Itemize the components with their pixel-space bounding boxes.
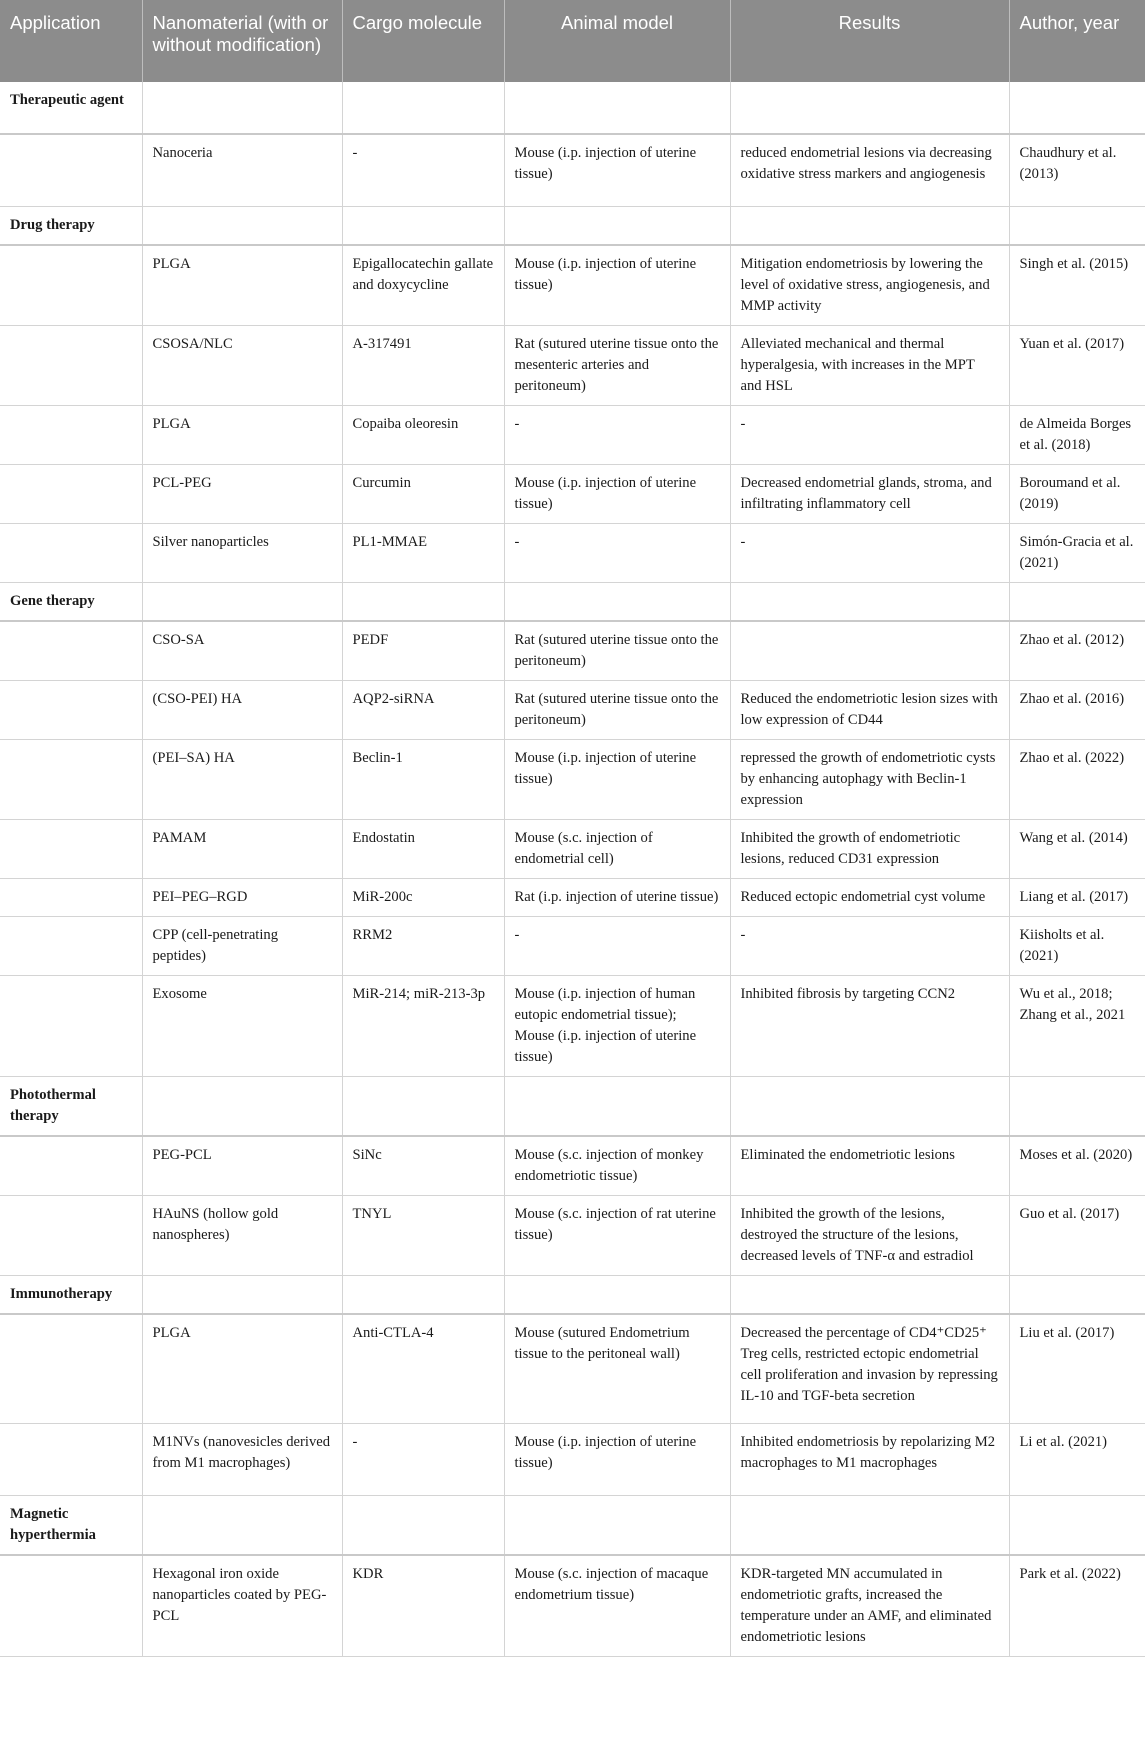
table-row [0, 680, 1145, 739]
section-label: Immunotherapy [0, 1275, 142, 1314]
table-row [0, 975, 1145, 1076]
empty-cell [504, 1496, 730, 1556]
header-results: Results [730, 0, 1009, 82]
header-row [0, 0, 1145, 82]
empty-cell [142, 1275, 342, 1314]
empty-cell [342, 1076, 504, 1136]
animal-model-cell: Mouse (s.c. injection of macaque endometrium tissue) [504, 1555, 730, 1657]
nanomaterial-cell: Exosome [142, 975, 342, 1076]
cargo-cell: Anti-CTLA-4 [342, 1314, 504, 1424]
results-cell: Decreased endometrial glands, stroma, and infiltrating inflammatory cell [730, 464, 1009, 523]
table-row [0, 245, 1145, 326]
application-cell [0, 680, 142, 739]
empty-cell [1009, 82, 1145, 134]
empty-cell [342, 206, 504, 245]
empty-cell [142, 82, 342, 134]
header-cargo-molecule: Cargo molecule [342, 0, 504, 82]
empty-cell [1009, 1275, 1145, 1314]
animal-model-cell: Mouse (i.p. injection of uterine tissue) [504, 739, 730, 819]
nanomaterial-cell: PLGA [142, 405, 342, 464]
cargo-cell: PEDF [342, 621, 504, 681]
animal-model-cell: - [504, 916, 730, 975]
nanomaterial-cell: M1NVs (nanovesicles derived from M1 macrophages) [142, 1424, 342, 1496]
section-label: Therapeutic agent [0, 82, 142, 134]
application-cell [0, 819, 142, 878]
table-row [0, 819, 1145, 878]
empty-cell [1009, 1496, 1145, 1556]
author-year-cell: Yuan et al. (2017) [1009, 325, 1145, 405]
section-row [0, 1496, 1145, 1556]
empty-cell [1009, 1076, 1145, 1136]
results-cell [730, 621, 1009, 681]
application-cell [0, 464, 142, 523]
section-label: Drug therapy [0, 206, 142, 245]
empty-cell [142, 1076, 342, 1136]
results-cell: Reduced the endometriotic lesion sizes with low expression of CD44 [730, 680, 1009, 739]
animal-model-cell: Mouse (s.c. injection of rat uterine tissue) [504, 1195, 730, 1275]
table-row [0, 134, 1145, 206]
empty-cell [504, 206, 730, 245]
author-year-cell: de Almeida Borges et al. (2018) [1009, 405, 1145, 464]
section-label: Photothermal therapy [0, 1076, 142, 1136]
nanomaterial-cell: Hexagonal iron oxide nanoparticles coated by PEG-PCL [142, 1555, 342, 1657]
nanomaterial-cell: PEG-PCL [142, 1136, 342, 1196]
nanomaterial-cell: (CSO-PEI) HA [142, 680, 342, 739]
cargo-cell: A-317491 [342, 325, 504, 405]
author-year-cell: Moses et al. (2020) [1009, 1136, 1145, 1196]
author-year-cell: Wang et al. (2014) [1009, 819, 1145, 878]
author-year-cell: Guo et al. (2017) [1009, 1195, 1145, 1275]
results-cell: Inhibited fibrosis by targeting CCN2 [730, 975, 1009, 1076]
animal-model-cell: Rat (sutured uterine tissue onto the mesenteric arteries and peritoneum) [504, 325, 730, 405]
results-cell: repressed the growth of endometriotic cysts by enhancing autophagy with Beclin-1 expression [730, 739, 1009, 819]
animal-model-cell: - [504, 405, 730, 464]
author-year-cell: Singh et al. (2015) [1009, 245, 1145, 326]
application-cell [0, 1314, 142, 1424]
empty-cell [730, 82, 1009, 134]
empty-cell [342, 1275, 504, 1314]
animal-model-cell: Mouse (i.p. injection of uterine tissue) [504, 464, 730, 523]
nanomaterial-cell: CSOSA/NLC [142, 325, 342, 405]
author-year-cell: Simón-Gracia et al. (2021) [1009, 523, 1145, 582]
results-cell: reduced endometrial lesions via decreasing oxidative stress markers and angiogenesis [730, 134, 1009, 206]
results-cell: - [730, 405, 1009, 464]
section-row [0, 1076, 1145, 1136]
cargo-cell: AQP2-siRNA [342, 680, 504, 739]
empty-cell [730, 1076, 1009, 1136]
application-cell [0, 523, 142, 582]
empty-cell [1009, 582, 1145, 621]
empty-cell [504, 582, 730, 621]
results-cell: KDR-targeted MN accumulated in endometriotic grafts, increased the temperature under an AMF, and eliminated endometriotic lesions [730, 1555, 1009, 1657]
nanomaterial-cell: CPP (cell-penetrating peptides) [142, 916, 342, 975]
author-year-cell: Zhao et al. (2016) [1009, 680, 1145, 739]
animal-model-cell: - [504, 523, 730, 582]
author-year-cell: Wu et al., 2018; Zhang et al., 2021 [1009, 975, 1145, 1076]
cargo-cell: Curcumin [342, 464, 504, 523]
header-animal-model: Animal model [504, 0, 730, 82]
application-cell [0, 405, 142, 464]
header-nanomaterial: Nanomaterial (with or without modification) [142, 0, 342, 82]
application-cell [0, 739, 142, 819]
section-row [0, 582, 1145, 621]
application-cell [0, 621, 142, 681]
nanomaterial-cell: PCL-PEG [142, 464, 342, 523]
empty-cell [504, 82, 730, 134]
animal-model-cell: Mouse (i.p. injection of uterine tissue) [504, 245, 730, 326]
empty-cell [730, 1496, 1009, 1556]
application-cell [0, 878, 142, 916]
application-cell [0, 916, 142, 975]
animal-model-cell: Rat (i.p. injection of uterine tissue) [504, 878, 730, 916]
cargo-cell: Endostatin [342, 819, 504, 878]
results-cell: Inhibited the growth of endometriotic lesions, reduced CD31 expression [730, 819, 1009, 878]
author-year-cell: Liang et al. (2017) [1009, 878, 1145, 916]
application-cell [0, 975, 142, 1076]
application-cell [0, 1424, 142, 1496]
nanomaterial-cell: Silver nanoparticles [142, 523, 342, 582]
nanomaterial-cell: HAuNS (hollow gold nanospheres) [142, 1195, 342, 1275]
cargo-cell: MiR-200c [342, 878, 504, 916]
section-label: Gene therapy [0, 582, 142, 621]
nanomaterial-cell: PLGA [142, 1314, 342, 1424]
author-year-cell: Park et al. (2022) [1009, 1555, 1145, 1657]
animal-model-cell: Mouse (i.p. injection of uterine tissue) [504, 1424, 730, 1496]
results-cell: - [730, 523, 1009, 582]
results-cell: - [730, 916, 1009, 975]
header-author-year: Author, year [1009, 0, 1145, 82]
table-row [0, 1314, 1145, 1424]
animal-model-cell: Rat (sutured uterine tissue onto the peritoneum) [504, 680, 730, 739]
animal-model-cell: Mouse (i.p. injection of human eutopic endometrial tissue); Mouse (i.p. injection of uterine tissue) [504, 975, 730, 1076]
cargo-cell: PL1-MMAE [342, 523, 504, 582]
animal-model-cell: Mouse (s.c. injection of monkey endometriotic tissue) [504, 1136, 730, 1196]
author-year-cell: Boroumand et al. (2019) [1009, 464, 1145, 523]
table-row [0, 878, 1145, 916]
cargo-cell: Beclin-1 [342, 739, 504, 819]
empty-cell [730, 582, 1009, 621]
application-cell [0, 1195, 142, 1275]
animal-model-cell: Mouse (i.p. injection of uterine tissue) [504, 134, 730, 206]
cargo-cell: Epigallocatechin gallate and doxycycline [342, 245, 504, 326]
application-cell [0, 1136, 142, 1196]
table-row [0, 739, 1145, 819]
empty-cell [730, 206, 1009, 245]
results-cell: Eliminated the endometriotic lesions [730, 1136, 1009, 1196]
results-cell: Reduced ectopic endometrial cyst volume [730, 878, 1009, 916]
cargo-cell: MiR-214; miR-213-3p [342, 975, 504, 1076]
results-cell: Inhibited endometriosis by repolarizing M2 macrophages to M1 macrophages [730, 1424, 1009, 1496]
author-year-cell: Zhao et al. (2022) [1009, 739, 1145, 819]
cargo-cell: KDR [342, 1555, 504, 1657]
results-cell: Mitigation endometriosis by lowering the level of oxidative stress, angiogenesis, and MMP activity [730, 245, 1009, 326]
section-row [0, 82, 1145, 134]
empty-cell [504, 1076, 730, 1136]
table-row [0, 1555, 1145, 1657]
table-row [0, 1424, 1145, 1496]
empty-cell [142, 582, 342, 621]
nanomaterial-cell: CSO-SA [142, 621, 342, 681]
nanomaterial-cell: Nanoceria [142, 134, 342, 206]
nanomaterial-cell: PAMAM [142, 819, 342, 878]
cargo-cell: Copaiba oleoresin [342, 405, 504, 464]
table-row [0, 1195, 1145, 1275]
application-cell [0, 134, 142, 206]
results-cell: Inhibited the growth of the lesions, destroyed the structure of the lesions, decreased levels of TNF-α and estradiol [730, 1195, 1009, 1275]
cargo-cell: RRM2 [342, 916, 504, 975]
results-cell: Decreased the percentage of CD4⁺CD25⁺ Treg cells, restricted ectopic endometrial cell proliferation and invasion by repressing IL-10 and TGF-beta secretion [730, 1314, 1009, 1424]
table-row [0, 464, 1145, 523]
cargo-cell: - [342, 1424, 504, 1496]
author-year-cell: Li et al. (2021) [1009, 1424, 1145, 1496]
table-row [0, 405, 1145, 464]
nanomaterial-cell: (PEI–SA) HA [142, 739, 342, 819]
empty-cell [504, 1275, 730, 1314]
author-year-cell: Zhao et al. (2012) [1009, 621, 1145, 681]
empty-cell [342, 82, 504, 134]
section-row [0, 206, 1145, 245]
table-row [0, 1136, 1145, 1196]
empty-cell [142, 206, 342, 245]
table-row [0, 621, 1145, 681]
application-cell [0, 325, 142, 405]
nanomaterial-cell: PEI–PEG–RGD [142, 878, 342, 916]
table-row [0, 325, 1145, 405]
empty-cell [142, 1496, 342, 1556]
table-row [0, 523, 1145, 582]
application-cell [0, 245, 142, 326]
author-year-cell: Liu et al. (2017) [1009, 1314, 1145, 1424]
table-row [0, 916, 1145, 975]
author-year-cell: Kiisholts et al. (2021) [1009, 916, 1145, 975]
author-year-cell: Chaudhury et al. (2013) [1009, 134, 1145, 206]
cargo-cell: TNYL [342, 1195, 504, 1275]
header-application: Application [0, 0, 142, 82]
section-row [0, 1275, 1145, 1314]
results-cell: Alleviated mechanical and thermal hyperalgesia, with increases in the MPT and HSL [730, 325, 1009, 405]
empty-cell [342, 1496, 504, 1556]
empty-cell [1009, 206, 1145, 245]
cargo-cell: - [342, 134, 504, 206]
application-cell [0, 1555, 142, 1657]
animal-model-cell: Mouse (s.c. injection of endometrial cell) [504, 819, 730, 878]
nanomaterial-cell: PLGA [142, 245, 342, 326]
empty-cell [342, 582, 504, 621]
section-label: Magnetic hyperthermia [0, 1496, 142, 1556]
animal-model-cell: Rat (sutured uterine tissue onto the peritoneum) [504, 621, 730, 681]
cargo-cell: SiNc [342, 1136, 504, 1196]
empty-cell [730, 1275, 1009, 1314]
animal-model-cell: Mouse (sutured Endometrium tissue to the peritoneal wall) [504, 1314, 730, 1424]
